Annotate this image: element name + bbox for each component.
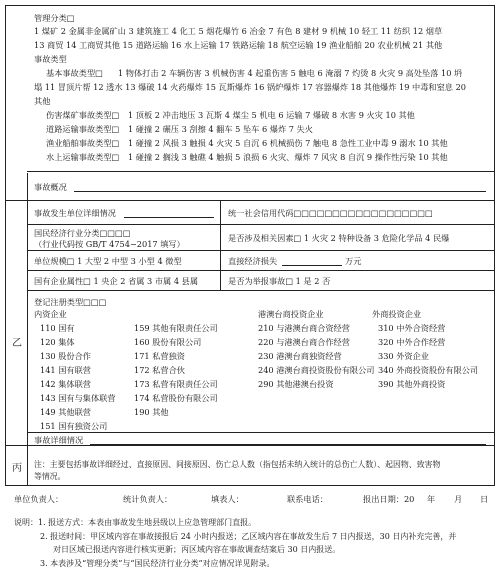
domestic-enterprise-head: 内资企业 (34, 309, 67, 319)
coal-type-label: 伤害煤矿事故类型□ (46, 110, 120, 120)
accident-type-label: 事故类型 (34, 54, 67, 64)
list-item: 320 中外合作经营 (378, 337, 446, 347)
detail-note: 等情况。 (34, 472, 66, 481)
day-label: 日 (480, 494, 489, 504)
table-left-border (5, 5, 6, 485)
fishing-type-options: 1 碰撞 2 风损 3 触损 4 火灾 5 自沉 6 机械损伤 7 触电 8 急性工业中毒 9 溺水 10 其他 (128, 138, 448, 148)
cell-divider (220, 270, 221, 290)
row-divider (27, 290, 494, 291)
list-item: 142 集体联营 (40, 379, 91, 389)
soe-attribute-text: 国有企业属性□ 1 央企 2 省属 3 市属 4 县属 (34, 276, 199, 286)
cell-divider (220, 224, 221, 250)
road-type-options: 1 碰撞 2 碾压 3 刮擦 4 翻车 5 坠车 6 爆炸 7 失火 (128, 124, 313, 134)
stat-head-label: 统计负责人： (123, 494, 173, 504)
overview-label: 事故概况 (34, 182, 67, 192)
row-divider (5, 445, 494, 446)
list-item: 120 集体 (40, 337, 75, 347)
list-item: 330 外资企业 (378, 351, 429, 361)
year-label: 年 (427, 494, 436, 504)
section-yi-label: 乙 (12, 338, 22, 349)
list-item: 230 港澳台商独资经营 (258, 351, 342, 361)
list-item: 220 与港澳台商合作经营 (258, 337, 350, 347)
section-bing-label: 丙 (12, 463, 22, 474)
note-3: 3. 本表涉及“管理分类”与“国民经济行业分类”对应情况详见附录。 (40, 559, 275, 568)
row-divider (27, 250, 494, 251)
mgmt-category-options: 1 煤矿 2 金属非金属矿山 3 建筑施工 4 化工 5 烟花爆竹 6 冶金 7 有色 8 建材 9 机械 10 轻工 11 纺织 12 烟草 (34, 26, 443, 36)
hazard-factor-text: 是否涉及相关因素□ 1 火灾 2 特种设备 3 危险化学品 4 民爆 (228, 233, 450, 243)
note-1: 说明：1. 报送方式：本表由事故发生地县级以上应急管理部门直报。 (14, 518, 257, 527)
basic-type-options: 塌 11 冒顶片帮 12 透水 13 爆破 14 火药爆炸 15 瓦斯爆炸 16 锅炉爆炸 17 容器爆炸 18 其他爆炸 19 中毒和窒息 20 (34, 82, 467, 92)
water-type-label: 水上运输事故类型□ (46, 152, 120, 162)
note-2: 2. 报送时间：甲区域内容在事故接报后 24 小时内报送；乙区域内容在事故发生后 7 日内报送，30 日内补充完善，并 (40, 532, 457, 541)
basic-type-label: 基本事故类型□ (46, 68, 103, 78)
list-item: 210 与港澳台商合资经营 (258, 323, 350, 333)
accident-detail-field[interactable] (90, 444, 486, 445)
list-item: 390 其他外商投资 (378, 379, 446, 389)
cell-divider (220, 200, 221, 224)
credit-code-label: 统一社会信用代码□□□□□□□□□□□□□□□□□□ (228, 208, 433, 218)
cell-divider (220, 250, 221, 270)
list-item: 130 股份合作 (40, 351, 91, 361)
table-top-border (5, 5, 495, 6)
hkmt-enterprise-head: 港澳台商投资企业 (258, 309, 324, 319)
basic-type-options: 1 物体打击 2 车辆伤害 3 机械伤害 4 起重伤害 5 触电 6 淹溺 7 灼烫 8 火灾 9 高处坠落 10 坍 (118, 68, 463, 78)
reported-accident-text: 是否为举报事故□ 1 是 2 否 (228, 276, 331, 286)
list-item: 240 港澳台商投资股份有限公司 (258, 365, 375, 375)
road-type-label: 道路运输事故类型□ (46, 124, 120, 134)
section-divider-vertical (27, 173, 28, 485)
list-item: 340 外商投资股份有限公司 (378, 365, 479, 375)
registration-type-label: 登记注册类型□□□ (34, 297, 107, 307)
report-date-label: 报出日期：20 (363, 494, 415, 504)
filler-label: 填表人： (211, 494, 244, 504)
row-divider (5, 200, 494, 201)
phone-label: 联系电话： (287, 494, 328, 504)
list-item: 141 国有联营 (40, 365, 91, 375)
detail-note: 注：主要包括事故详细经过、直接原因、间接原因、伤亡总人数（指包括未纳入统计的总伤亡人数）、起因物、致害物 (34, 460, 441, 469)
row-divider (27, 171, 494, 172)
unit-details-field[interactable] (124, 217, 214, 218)
list-item: 159 其他有限责任公司 (134, 323, 218, 333)
list-item: 190 其他 (134, 407, 169, 417)
list-item: 171 私营独资 (134, 351, 185, 361)
note-2-cont: 对日区域已报送内容进行核实更新；丙区域内容在事故调查结案后 30 日内报送。 (53, 545, 341, 554)
list-item: 149 其他联营 (40, 407, 91, 417)
list-item: 160 股份有限公司 (134, 337, 202, 347)
accident-detail-label: 事故详细情况 (34, 435, 84, 445)
water-type-options: 1 碰撞 2 搁浅 3 触礁 4 触损 5 浪损 6 火灾、爆炸 7 风灾 8 自沉 9 操作性污染 10 其他 (128, 152, 448, 162)
basic-type-options: 其他 (34, 96, 51, 106)
coal-type-options: 1 顶板 2 冲击地压 3 瓦斯 4 煤尘 5 机电 6 运输 7 爆破 8 水害 9 火灾 10 其他 (128, 110, 415, 120)
list-item: 290 其他港澳台投资 (258, 379, 334, 389)
mgmt-category-options: 13 商贸 14 工商贸其他 15 道路运输 16 水上运输 17 铁路运输 18 航空运输 19 渔业船舶 20 农业机械 21 其他 (34, 40, 443, 50)
fishing-type-label: 渔业船舶事故类型□ (46, 138, 120, 148)
table-right-border (494, 5, 495, 485)
overview-field[interactable] (74, 191, 486, 192)
mgmt-category-title: 管理分类□ (34, 13, 75, 23)
list-item: 151 国有独资公司 (40, 421, 108, 431)
direct-loss-unit: 万元 (345, 256, 362, 266)
unit-head-label: 单位负责人： (14, 494, 64, 504)
unit-details-label: 事故发生单位详细情况 (34, 208, 116, 218)
row-divider (27, 270, 494, 271)
list-item: 173 私营有限责任公司 (134, 379, 218, 389)
unit-scale-text: 单位规模□ 1 大型 2 中型 3 小型 4 微型 (34, 256, 182, 266)
row-divider (27, 224, 494, 225)
list-item: 110 国有 (40, 323, 75, 333)
list-item: 143 国有与集体联营 (40, 393, 116, 403)
industry-code-note: （行业代码按 GB/T 4754−2017 填写） (34, 239, 185, 249)
table-bottom-border (5, 485, 495, 486)
month-label: 月 (454, 494, 463, 504)
foreign-enterprise-head: 外商投资企业 (372, 309, 422, 319)
row-divider (27, 432, 494, 433)
direct-loss-label: 直接经济损失 (228, 256, 278, 266)
direct-loss-field[interactable] (282, 265, 342, 266)
industry-class-label: 国民经济行业分类□□□□ (34, 228, 131, 238)
list-item: 174 私营股份有限公司 (134, 393, 218, 403)
list-item: 172 私营合伙 (134, 365, 185, 375)
list-item: 310 中外合资经营 (378, 323, 446, 333)
